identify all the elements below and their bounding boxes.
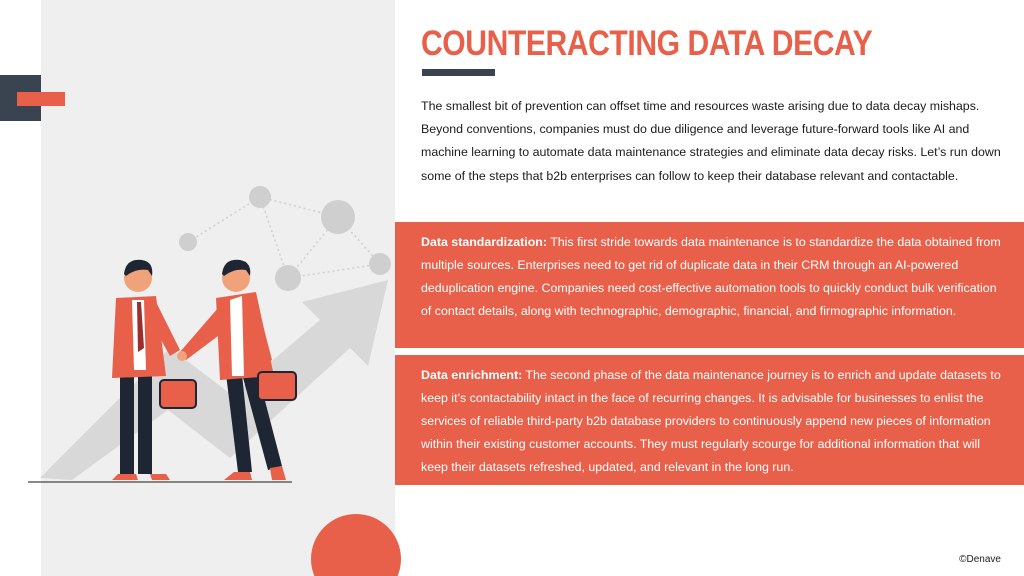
section-body: The second phase of the data maintenance journey is to enrich and update datasets to keep it’s contactability intact in the face of recurring changes. It is advisable for businesses to enlist the services of reliable third-party b2b database providers to continuously append new pieces of information within their existing customer accounts. They must regularly scourge for additional information that will keep their datasets refreshed, updated, and relevant in the long run. <box>421 368 1001 475</box>
handshake-hands <box>177 351 187 361</box>
copyright-text: ©Denave <box>959 554 1001 565</box>
section-heading: Data standardization: <box>421 235 547 249</box>
title-underline <box>422 69 495 76</box>
network-nodes <box>179 186 391 291</box>
intro-paragraph: The smallest bit of prevention can offset time and resources waste arising due to data decay mishaps. Beyond conventions, companies must do due diligence and leverage future-forward tools like AI and machine learning to automate data maintenance strategies and eliminate data decay risks. Let’s run down some of the steps that b2b enterprises can follow to keep their database relevant and contactable. <box>421 99 1001 183</box>
slide-title: COUNTERACTING DATA DECAY <box>421 24 873 63</box>
growth-arrow <box>40 280 388 480</box>
handshake-illustration <box>20 180 400 490</box>
section-body: This first stride towards data maintenance is to standardize the data obtained from multiple sources. Enterprises need to get rid of duplicate data in their CRM through an AI-powered deduplication engine. Companies need cost-effective automation tools to quickly conduct bulk verification of contact details, along with technographic, demographic, financial, and firmographic information. <box>421 235 1001 319</box>
accent-decor-bar <box>17 92 65 106</box>
section-heading: Data enrichment: <box>421 368 523 382</box>
section-data-standardization <box>395 222 1024 348</box>
section-data-enrichment <box>395 355 1024 485</box>
